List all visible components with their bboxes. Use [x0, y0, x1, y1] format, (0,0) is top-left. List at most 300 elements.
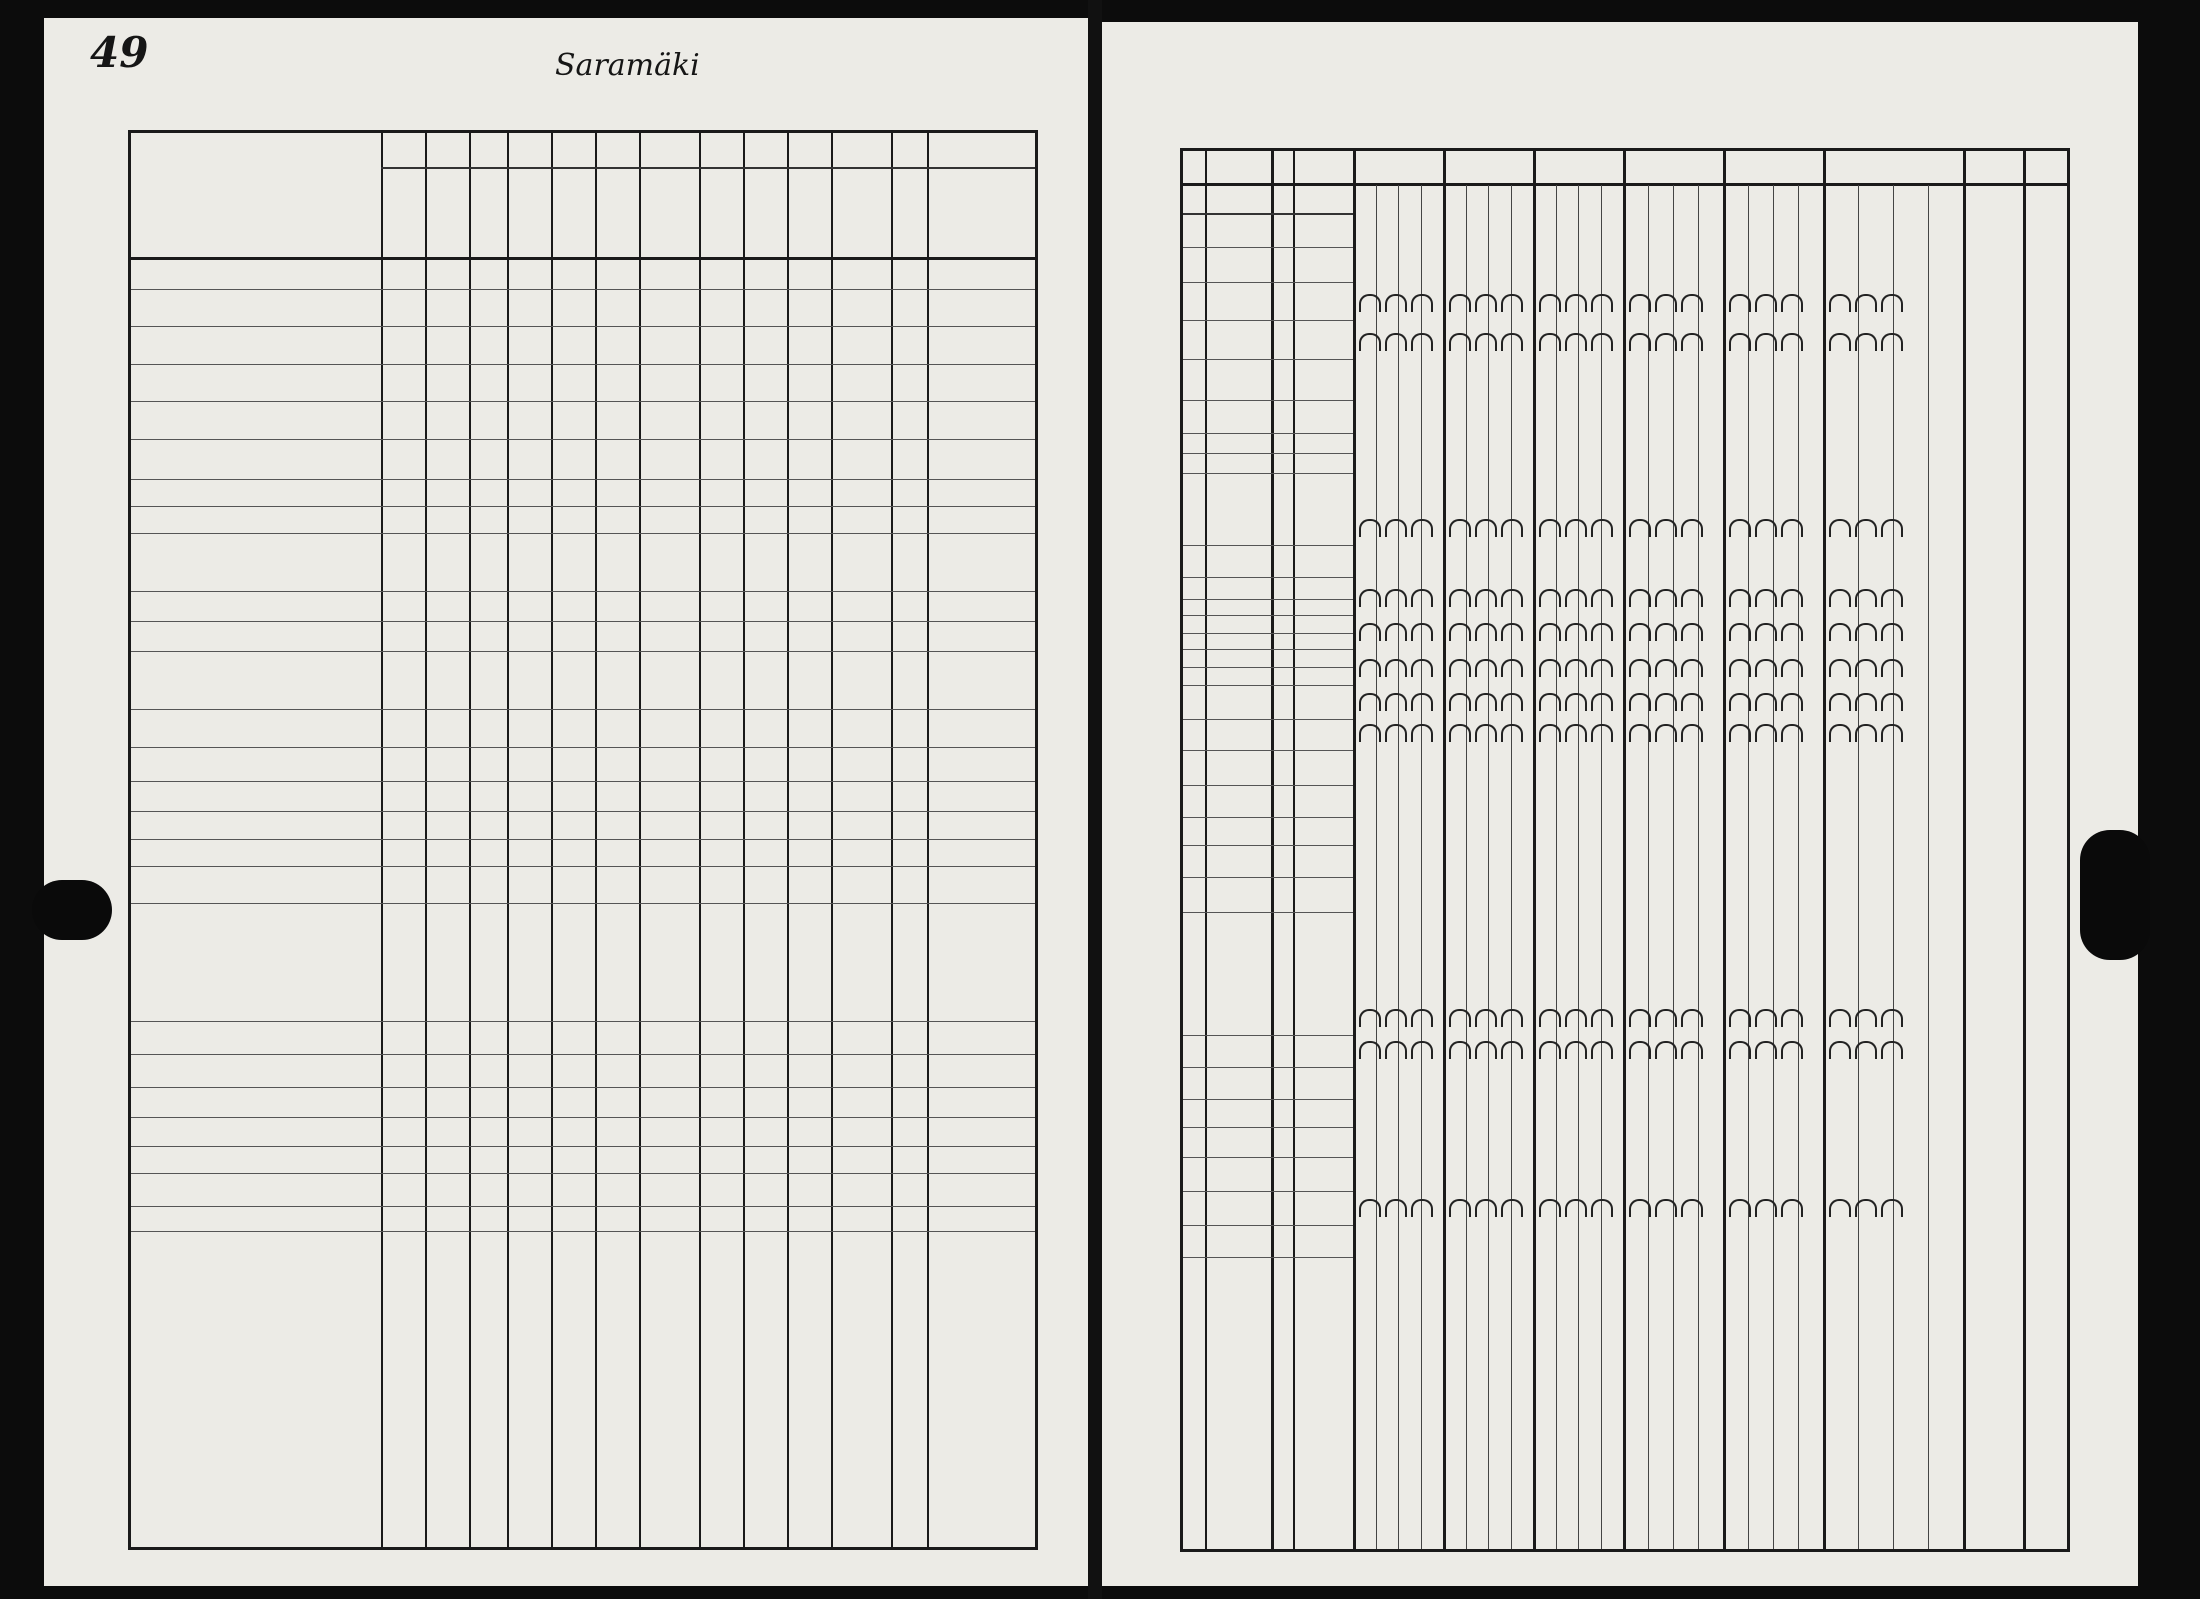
attendance-mark [1655, 623, 1677, 641]
birth-row-rule [1183, 785, 1353, 786]
attendance-mark [1565, 333, 1587, 351]
catechism-table [128, 130, 1038, 1550]
attendance-mark [1681, 724, 1703, 742]
attendance-mark [1629, 1009, 1651, 1027]
attendance-mark [1565, 724, 1587, 742]
attendance-mark [1501, 1009, 1523, 1027]
attendance-mark [1781, 623, 1803, 641]
attendance-mark [1829, 294, 1851, 312]
attendance-mark [1565, 1199, 1587, 1217]
attendance-mark [1881, 1009, 1903, 1027]
attendance-mark [1655, 294, 1677, 312]
name-column-divider [381, 133, 383, 1547]
attendance-mark [1829, 693, 1851, 711]
attendance-mark [1359, 1009, 1381, 1027]
row-divider [131, 326, 1035, 327]
birth-row-rule [1183, 633, 1353, 634]
attendance-mark [1681, 1009, 1703, 1027]
attendance-mark [1359, 294, 1381, 312]
attendance-mark [1781, 333, 1803, 351]
attendance-mark [1539, 693, 1561, 711]
attendance-mark [1411, 1009, 1433, 1027]
attendance-mark [1359, 623, 1381, 641]
attendance-mark [1729, 294, 1751, 312]
attendance-mark [1829, 1199, 1851, 1217]
attendance-mark [1655, 659, 1677, 677]
birth-row-rule [1183, 845, 1353, 846]
birth-row-rule [1183, 719, 1353, 720]
attendance-mark [1729, 589, 1751, 607]
attendance-mark [1729, 1041, 1751, 1059]
header-column-divider [1963, 151, 1966, 1549]
attendance-mark [1449, 659, 1471, 677]
attendance-mark [1781, 519, 1803, 537]
attendance-mark [1591, 659, 1613, 677]
clip-left [32, 880, 112, 940]
attendance-mark [1755, 294, 1777, 312]
attendance-mark [1449, 693, 1471, 711]
attendance-mark [1829, 333, 1851, 351]
column-divider [551, 133, 553, 1547]
attendance-mark [1449, 1009, 1471, 1027]
header-column-divider [1353, 151, 1356, 1549]
attendance-mark [1881, 623, 1903, 641]
attendance-mark [1359, 724, 1381, 742]
birth-row-rule [1183, 685, 1353, 686]
attendance-mark [1755, 1009, 1777, 1027]
column-divider [507, 133, 509, 1547]
row-divider [131, 479, 1035, 480]
attendance-mark [1729, 333, 1751, 351]
row-divider [131, 364, 1035, 365]
attendance-mark [1359, 693, 1381, 711]
attendance-mark [1501, 724, 1523, 742]
column-divider [927, 133, 929, 1547]
attendance-mark [1411, 333, 1433, 351]
attendance-mark [1475, 333, 1497, 351]
attendance-mark [1539, 724, 1561, 742]
attendance-mark [1475, 724, 1497, 742]
inner-rule [1376, 185, 1377, 1549]
attendance-mark [1629, 519, 1651, 537]
subheader-divider [1183, 213, 1353, 215]
attendance-mark [1501, 1041, 1523, 1059]
inner-rule [1858, 185, 1859, 1549]
attendance-mark [1565, 1041, 1587, 1059]
attendance-mark [1539, 294, 1561, 312]
attendance-mark [1591, 693, 1613, 711]
attendance-mark [1855, 623, 1877, 641]
attendance-mark [1681, 693, 1703, 711]
attendance-mark [1385, 333, 1407, 351]
birth-row-rule [1183, 433, 1353, 434]
row-divider [131, 401, 1035, 402]
attendance-mark [1655, 724, 1677, 742]
attendance-mark [1539, 1009, 1561, 1027]
attendance-mark [1449, 623, 1471, 641]
header-divider [1183, 183, 2067, 186]
attendance-mark [1565, 1009, 1587, 1027]
attendance-mark [1755, 333, 1777, 351]
inner-rule [1511, 185, 1512, 1549]
attendance-mark [1411, 623, 1433, 641]
birth-row-rule [1183, 453, 1353, 454]
attendance-mark [1539, 623, 1561, 641]
attendance-mark [1681, 333, 1703, 351]
attendance-mark [1855, 294, 1877, 312]
attendance-mark [1881, 589, 1903, 607]
inner-rule [1421, 185, 1422, 1549]
attendance-mark [1449, 294, 1471, 312]
birth-row-rule [1183, 877, 1353, 878]
birth-row-rule [1183, 1191, 1353, 1192]
attendance-mark [1755, 1199, 1777, 1217]
header-top-divider [381, 167, 1035, 169]
attendance-mark [1359, 519, 1381, 537]
attendance-mark [1591, 333, 1613, 351]
attendance-mark [1449, 589, 1471, 607]
birth-row-rule [1183, 577, 1353, 578]
attendance-mark [1475, 623, 1497, 641]
inner-rule [1698, 185, 1699, 1549]
inner-rule [1798, 185, 1799, 1549]
attendance-mark [1629, 589, 1651, 607]
attendance-mark [1829, 519, 1851, 537]
attendance-mark [1449, 1199, 1471, 1217]
attendance-mark [1565, 294, 1587, 312]
attendance-mark [1881, 333, 1903, 351]
attendance-mark [1829, 623, 1851, 641]
attendance-mark [1475, 1009, 1497, 1027]
row-divider [131, 533, 1035, 534]
header-column-divider [2023, 151, 2026, 1549]
attendance-mark [1591, 623, 1613, 641]
village-title: Saramäki [555, 48, 700, 83]
attendance-mark [1475, 659, 1497, 677]
birth-row-rule [1183, 1099, 1353, 1100]
row-divider [131, 1206, 1035, 1207]
inner-rule [1398, 185, 1399, 1549]
attendance-mark [1681, 1041, 1703, 1059]
attendance-mark [1855, 1009, 1877, 1027]
attendance-mark [1655, 693, 1677, 711]
birth-row-rule [1183, 400, 1353, 401]
attendance-mark [1681, 623, 1703, 641]
attendance-mark [1359, 333, 1381, 351]
column-divider [831, 133, 833, 1547]
attendance-mark [1385, 519, 1407, 537]
attendance-mark [1629, 294, 1651, 312]
birth-row-rule [1183, 545, 1353, 546]
attendance-mark [1829, 659, 1851, 677]
row-divider [131, 811, 1035, 812]
attendance-mark [1539, 519, 1561, 537]
column-divider [469, 133, 471, 1547]
row-divider [131, 1021, 1035, 1022]
attendance-mark [1591, 519, 1613, 537]
birth-row-rule [1183, 912, 1353, 913]
birth-row-rule [1183, 750, 1353, 751]
attendance-mark [1449, 519, 1471, 537]
attendance-mark [1629, 693, 1651, 711]
row-divider [131, 439, 1035, 440]
attendance-mark [1781, 693, 1803, 711]
row-divider [131, 1231, 1035, 1232]
attendance-mark [1411, 589, 1433, 607]
header-column-divider [1623, 151, 1626, 1549]
attendance-mark [1629, 1199, 1651, 1217]
page-number: 49 [90, 28, 149, 77]
attendance-mark [1411, 519, 1433, 537]
row-divider [131, 289, 1035, 290]
attendance-mark [1591, 724, 1613, 742]
attendance-mark [1539, 589, 1561, 607]
header-column-divider [1823, 151, 1826, 1549]
birth-row-rule [1183, 473, 1353, 474]
column-divider [787, 133, 789, 1547]
birth-row-rule [1183, 247, 1353, 248]
inner-rule [1466, 185, 1467, 1549]
attendance-mark [1501, 589, 1523, 607]
row-divider [131, 1087, 1035, 1088]
attendance-mark [1385, 693, 1407, 711]
inner-rule [1556, 185, 1557, 1549]
attendance-mark [1449, 724, 1471, 742]
day-divider [1205, 151, 1207, 1549]
column-divider [425, 133, 427, 1547]
inner-rule [1648, 185, 1649, 1549]
attendance-mark [1501, 519, 1523, 537]
attendance-mark [1855, 1199, 1877, 1217]
attendance-mark [1729, 1009, 1751, 1027]
attendance-mark [1655, 1009, 1677, 1027]
attendance-mark [1629, 623, 1651, 641]
birth-row-rule [1183, 1225, 1353, 1226]
column-divider [891, 133, 893, 1547]
attendance-mark [1655, 589, 1677, 607]
row-divider [131, 709, 1035, 710]
row-divider [131, 1146, 1035, 1147]
attendance-mark [1729, 623, 1751, 641]
book-gutter [1088, 0, 1102, 1599]
attendance-mark [1755, 623, 1777, 641]
attendance-mark [1475, 1199, 1497, 1217]
header-column-divider [1723, 151, 1726, 1549]
attendance-mark [1781, 659, 1803, 677]
attendance-mark [1411, 724, 1433, 742]
birth-row-rule [1183, 1257, 1353, 1258]
birth-row-rule [1183, 1067, 1353, 1068]
attendance-mark [1501, 333, 1523, 351]
attendance-mark [1385, 659, 1407, 677]
inner-rule [1773, 185, 1774, 1549]
attendance-mark [1565, 519, 1587, 537]
attendance-mark [1729, 659, 1751, 677]
attendance-mark [1591, 589, 1613, 607]
attendance-mark [1565, 623, 1587, 641]
inner-rule [1601, 185, 1602, 1549]
attendance-mark [1411, 693, 1433, 711]
attendance-mark [1755, 589, 1777, 607]
attendance-mark [1501, 1199, 1523, 1217]
attendance-mark [1655, 333, 1677, 351]
attendance-mark [1501, 693, 1523, 711]
row-divider [131, 839, 1035, 840]
birth-row-rule [1183, 649, 1353, 650]
attendance-mark [1385, 1009, 1407, 1027]
attendance-mark [1359, 1041, 1381, 1059]
attendance-mark [1565, 659, 1587, 677]
attendance-mark [1539, 1199, 1561, 1217]
attendance-mark [1729, 519, 1751, 537]
attendance-mark [1681, 519, 1703, 537]
inner-rule [1578, 185, 1579, 1549]
row-divider [131, 621, 1035, 622]
day-divider [1293, 151, 1295, 1549]
attendance-mark [1591, 1009, 1613, 1027]
birth-row-rule [1183, 1127, 1353, 1128]
attendance-mark [1475, 294, 1497, 312]
attendance-mark [1881, 659, 1903, 677]
attendance-mark [1385, 724, 1407, 742]
attendance-mark [1681, 1199, 1703, 1217]
clip-right [2080, 830, 2150, 960]
attendance-mark [1629, 333, 1651, 351]
attendance-mark [1411, 1041, 1433, 1059]
attendance-mark [1729, 1199, 1751, 1217]
attendance-mark [1755, 1041, 1777, 1059]
attendance-mark [1359, 589, 1381, 607]
row-divider [131, 781, 1035, 782]
column-divider [639, 133, 641, 1547]
row-divider [131, 591, 1035, 592]
attendance-mark [1475, 589, 1497, 607]
attendance-mark [1591, 1199, 1613, 1217]
attendance-mark [1655, 519, 1677, 537]
attendance-mark [1881, 693, 1903, 711]
birth-row-rule [1183, 359, 1353, 360]
attendance-mark [1565, 589, 1587, 607]
attendance-mark [1829, 724, 1851, 742]
attendance-mark [1729, 724, 1751, 742]
attendance-mark [1539, 659, 1561, 677]
attendance-mark [1501, 623, 1523, 641]
attendance-mark [1475, 1041, 1497, 1059]
attendance-mark [1565, 693, 1587, 711]
row-divider [131, 903, 1035, 904]
attendance-mark [1501, 294, 1523, 312]
attendance-mark [1385, 294, 1407, 312]
birth-row-rule [1183, 1157, 1353, 1158]
attendance-mark [1855, 724, 1877, 742]
header-column-divider [1271, 151, 1274, 1549]
attendance-mark [1781, 589, 1803, 607]
header-column-divider [1533, 151, 1536, 1549]
column-divider [699, 133, 701, 1547]
attendance-mark [1881, 1199, 1903, 1217]
attendance-mark [1855, 659, 1877, 677]
inner-rule [1488, 185, 1489, 1549]
attendance-mark [1755, 724, 1777, 742]
attendance-mark [1475, 519, 1497, 537]
attendance-mark [1781, 724, 1803, 742]
attendance-mark [1855, 1041, 1877, 1059]
row-divider [131, 866, 1035, 867]
attendance-mark [1411, 1199, 1433, 1217]
inner-rule [1893, 185, 1894, 1549]
attendance-mark [1881, 1041, 1903, 1059]
attendance-mark [1781, 1199, 1803, 1217]
birth-row-rule [1183, 667, 1353, 668]
column-divider [595, 133, 597, 1547]
birth-row-rule [1183, 282, 1353, 283]
attendance-mark [1881, 294, 1903, 312]
attendance-mark [1655, 1041, 1677, 1059]
birth-row-rule [1183, 1035, 1353, 1036]
attendance-mark [1501, 659, 1523, 677]
attendance-mark [1755, 659, 1777, 677]
attendance-mark [1539, 333, 1561, 351]
attendance-mark [1829, 1009, 1851, 1027]
attendance-mark [1629, 724, 1651, 742]
inner-rule [1748, 185, 1749, 1549]
attendance-mark [1629, 659, 1651, 677]
attendance-mark [1411, 659, 1433, 677]
attendance-mark [1829, 589, 1851, 607]
attendance-mark [1475, 693, 1497, 711]
attendance-mark [1385, 1199, 1407, 1217]
birth-row-rule [1183, 615, 1353, 616]
attendance-mark [1681, 659, 1703, 677]
column-divider [743, 133, 745, 1547]
row-divider [131, 651, 1035, 652]
attendance-mark [1655, 1199, 1677, 1217]
attendance-mark [1855, 589, 1877, 607]
attendance-mark [1681, 589, 1703, 607]
birth-row-rule [1183, 599, 1353, 600]
attendance-mark [1539, 1041, 1561, 1059]
attendance-mark [1881, 724, 1903, 742]
attendance-mark [1385, 1041, 1407, 1059]
attendance-mark [1591, 1041, 1613, 1059]
row-divider [131, 1117, 1035, 1118]
attendance-mark [1855, 693, 1877, 711]
attendance-mark [1385, 589, 1407, 607]
attendance-table [1180, 148, 2070, 1552]
row-divider [131, 1054, 1035, 1055]
birth-row-rule [1183, 320, 1353, 321]
attendance-mark [1855, 333, 1877, 351]
header-bottom-divider [131, 257, 1035, 260]
attendance-mark [1755, 519, 1777, 537]
attendance-mark [1385, 623, 1407, 641]
row-divider [131, 506, 1035, 507]
birth-row-rule [1183, 817, 1353, 818]
attendance-mark [1359, 1199, 1381, 1217]
attendance-mark [1829, 1041, 1851, 1059]
attendance-mark [1755, 693, 1777, 711]
attendance-mark [1681, 294, 1703, 312]
attendance-mark [1411, 294, 1433, 312]
attendance-mark [1781, 1009, 1803, 1027]
attendance-mark [1449, 1041, 1471, 1059]
attendance-mark [1591, 294, 1613, 312]
attendance-mark [1855, 519, 1877, 537]
header-column-divider [1443, 151, 1446, 1549]
attendance-mark [1781, 294, 1803, 312]
attendance-mark [1359, 659, 1381, 677]
inner-rule [1928, 185, 1929, 1549]
